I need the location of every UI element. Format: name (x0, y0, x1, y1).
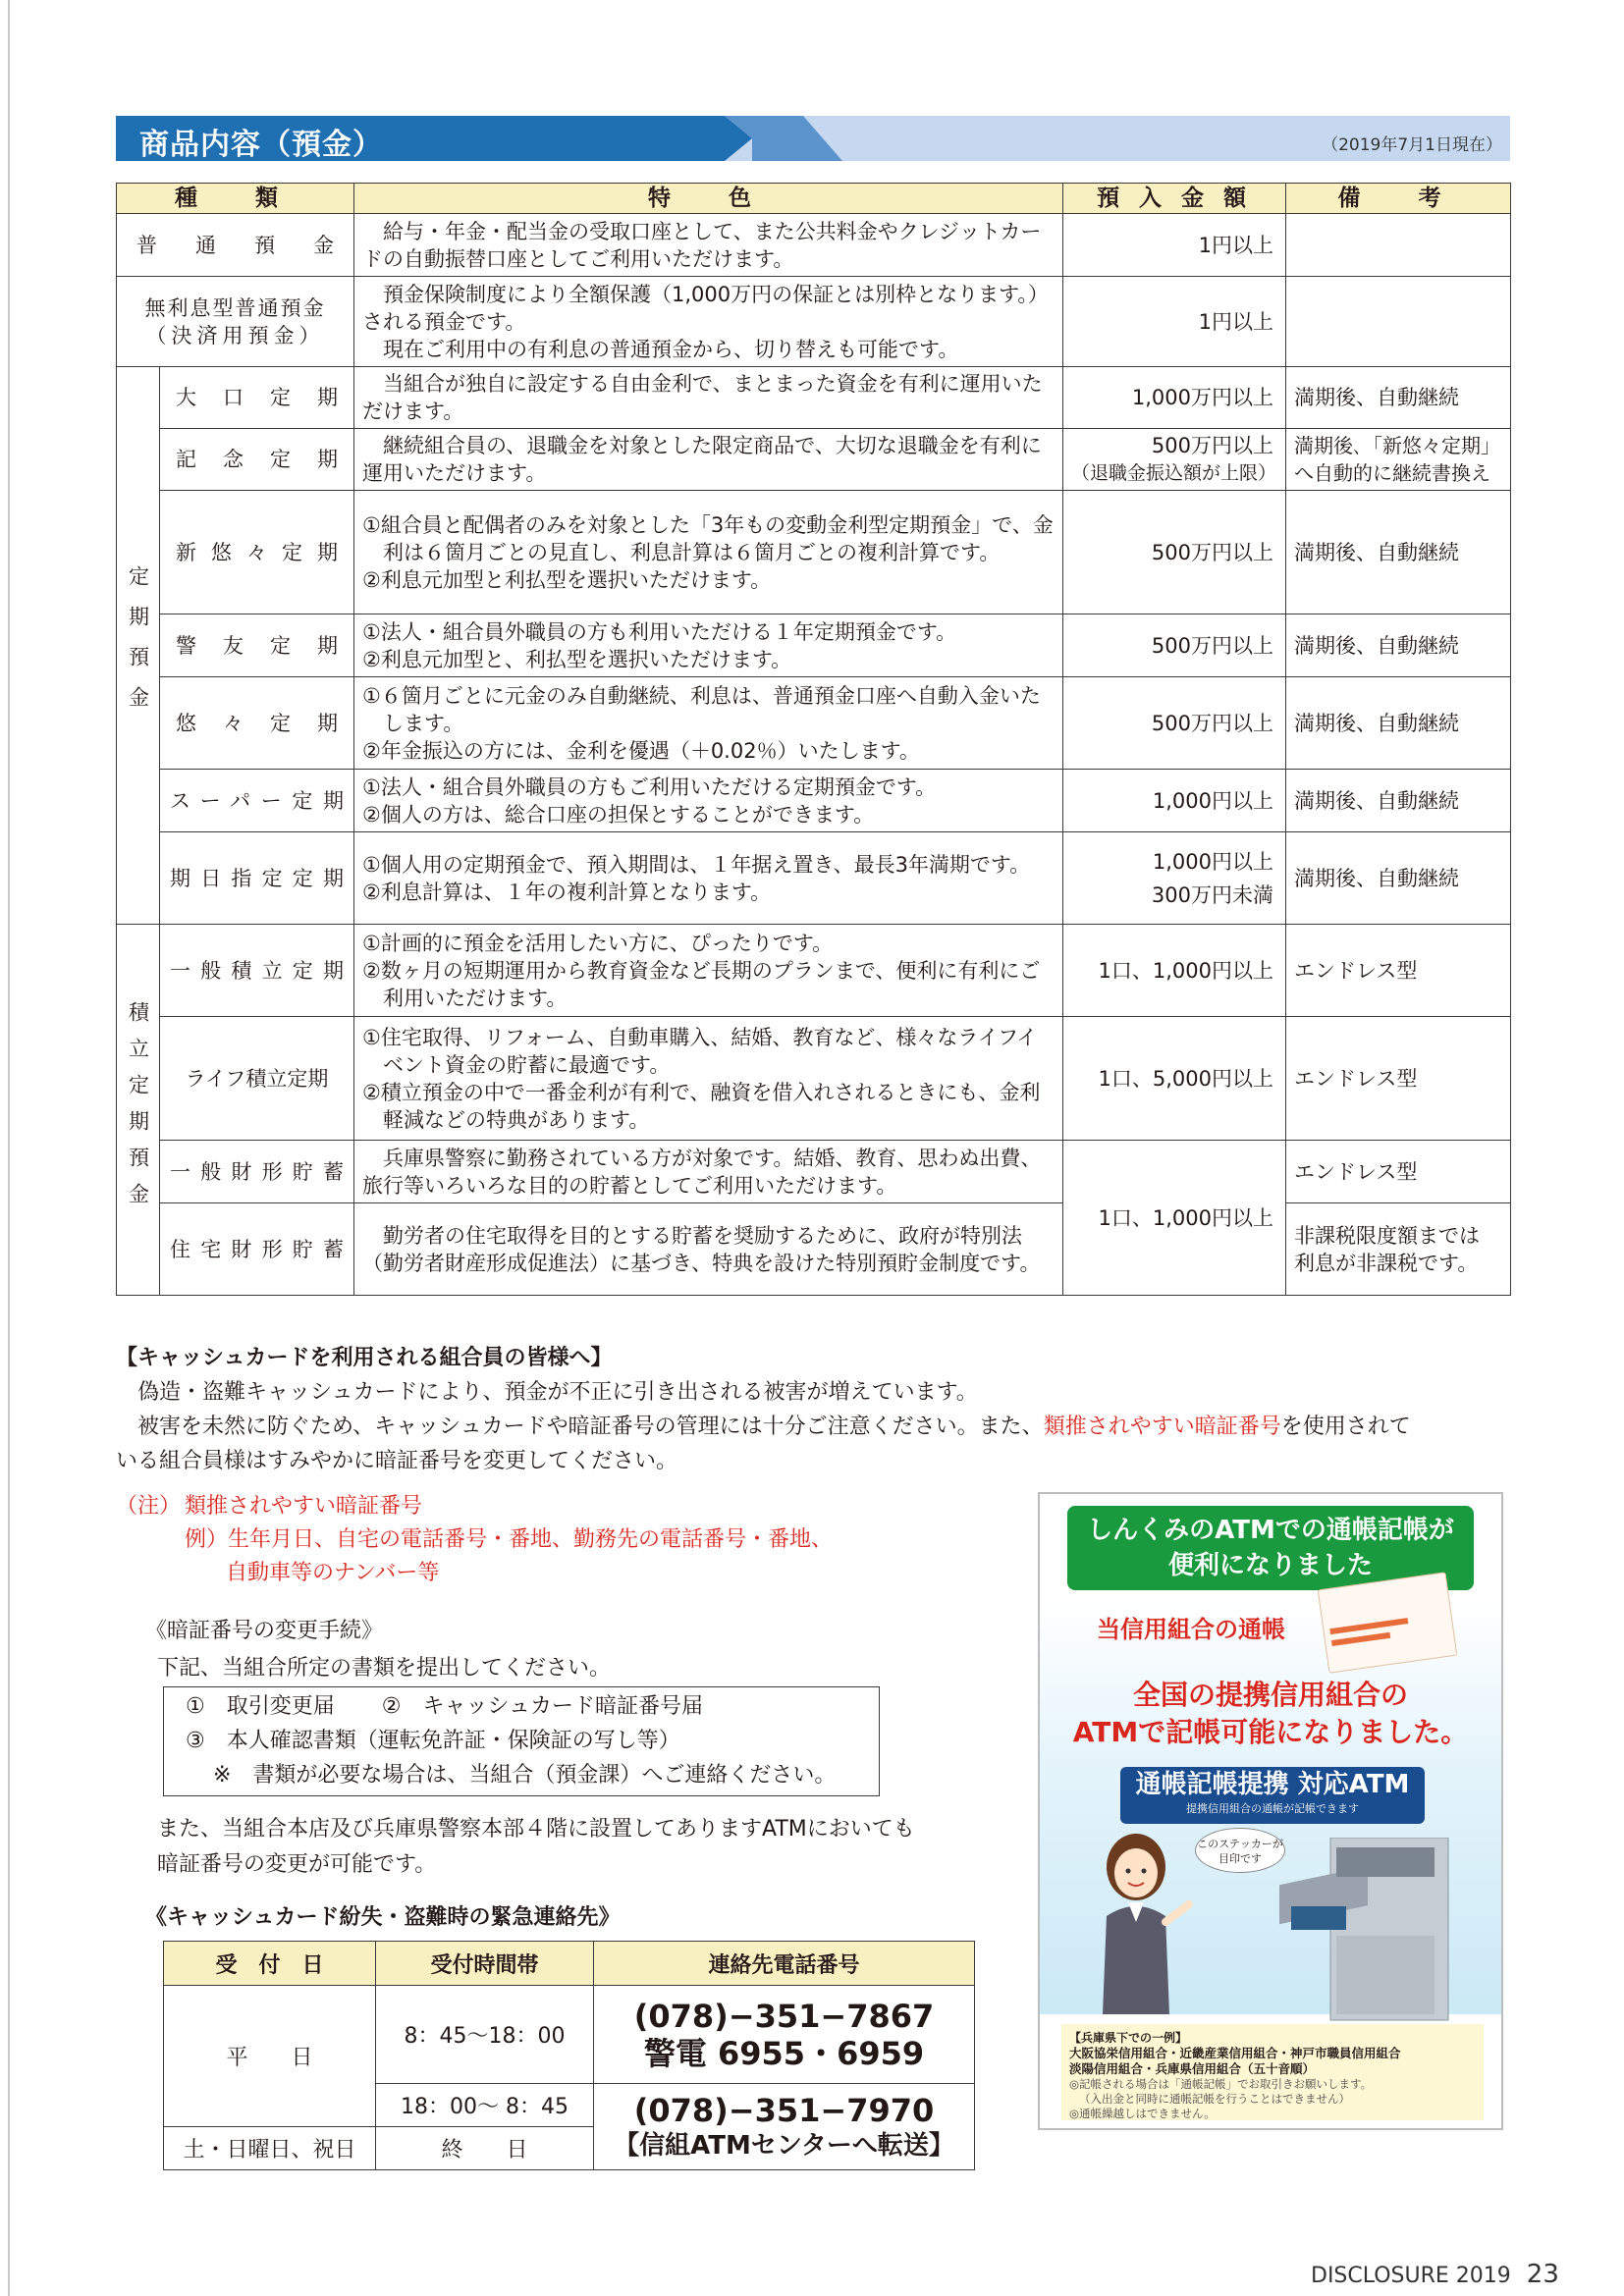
products-table (116, 183, 1511, 1296)
table-row (117, 367, 1511, 429)
notice-title: 【キャッシュカードを利用される組合員の皆様へ】 (116, 1346, 613, 1370)
product-amount: 1口、1,000円以上 (1063, 925, 1286, 1017)
note-label: （注） (116, 1494, 182, 1519)
table-row (117, 277, 1511, 367)
header-feature: 特 色 (354, 184, 1063, 214)
page-border (8, 0, 10, 2296)
product-note: エンドレス型 (1286, 925, 1511, 1017)
doc-item: ③ 本人確認書類（運転免許証・保険証の写し等） (186, 1729, 680, 1753)
notice-line: いる組合員様はすみやかに暗証番号を変更してください。 (116, 1449, 678, 1473)
group-fixed-deposit: 定期預金 (117, 367, 160, 925)
pin-note (116, 1490, 1000, 1590)
product-note: 満期後、自動継続 (1286, 614, 1511, 677)
atm-poster (1038, 1492, 1503, 2130)
product-note: 満期後、自動継続 (1286, 491, 1511, 614)
atm-pin-note: また、当組合本店及び兵庫県警察本部４階に設置してありますATMにおいても 暗証番号の変更が可能です。 (157, 1817, 915, 1877)
procedure-title: 《暗証番号の変更手続》 (145, 1619, 384, 1643)
header-day: 受 付 日 (164, 1942, 376, 1986)
header-time: 受付時間帯 (376, 1942, 594, 1986)
phone-number: (078)−351−7970 【信組ATMセンターへ転送】 (594, 2084, 975, 2170)
table-row (117, 832, 1511, 925)
notice-highlight: 類推されやすい暗証番号 (1043, 1415, 1281, 1439)
product-feature: 継続組合員の、退職金を対象とした限定商品で、大切な退職金を有利に運用いただけます。 (354, 429, 1063, 491)
atm-illustration (1272, 1838, 1468, 2024)
doc-item: ② キャッシュカード暗証番号届 (381, 1694, 704, 1719)
product-feature: ①法人・組合員外職員の方もご利用いただける定期預金です。 ②個人の方は、総合口座の担保とすることができます。 (354, 770, 1063, 832)
product-feature: 兵庫県警察に勤務されている方が対象です。結婚、教育、思わぬ出費、旅行等いろいろな目的の貯蓄としてご利用いただけます。 (354, 1141, 1063, 1203)
day-weekday: 平 日 (164, 1986, 376, 2127)
product-amount: 500万円以上 （退職金振込額が上限） (1063, 429, 1286, 491)
table-row (117, 677, 1511, 770)
product-feature: 勤労者の住宅取得を目的とする貯蓄を奨励するために、政府が特別法（勤労者財産形成促進法）に基づき、特典を設けた特別預貯金制度です。 (354, 1203, 1063, 1296)
product-name: 普通預金 (117, 214, 354, 277)
product-name: 期日指定定期 (160, 832, 354, 925)
product-feature: 預金保険制度により全額保護（1,000万円の保証とは別枠となります。）される預金です。 現在ご利用中の有利息の普通預金から、切り替えも可能です。 (354, 277, 1063, 367)
as-of-date: （2019年7月1日現在） (1322, 135, 1502, 155)
product-note: 満期後、自動継続 (1286, 367, 1511, 429)
phone-number: (078)−351−7867 警電 6955・6959 (594, 1986, 975, 2084)
notice-line: 被害を未然に防ぐため、キャッシュカードや暗証番号の管理には十分ご注意ください。また、類推されやすい暗証番号を使用されて (137, 1415, 1411, 1439)
product-amount: 1,000万円以上 (1063, 367, 1286, 429)
note-example: 例）生年月日、自宅の電話番号・番地、勤務先の電話番号・番地、 (185, 1527, 834, 1552)
time-range: 8：45〜18：00 (376, 1986, 594, 2084)
section-header (116, 116, 1510, 161)
product-feature: 当組合が独自に設定する自由金利で、まとまった資金を有利に運用いただけます。 (354, 367, 1063, 429)
header-phone: 連絡先電話番号 (594, 1942, 975, 1986)
notice-line: 偽造・盗難キャッシュカードにより、預金が不正に引き出される被害が増えています。 (137, 1380, 978, 1405)
footer-label: DISCLOSURE 2019 (1311, 2264, 1511, 2288)
product-amount: 500万円以上 (1063, 491, 1286, 614)
product-name: 無利息型普通預金 （決済用預金） (117, 277, 354, 367)
product-amount: 500万円以上 (1063, 614, 1286, 677)
product-name: ライフ積立定期 (160, 1017, 354, 1141)
header-amount: 預 入 金 額 (1063, 184, 1286, 214)
doc-item: ① 取引変更届 (186, 1694, 335, 1719)
product-note: 満期後、自動継続 (1286, 832, 1511, 925)
passbook-image (1318, 1572, 1458, 1674)
day-holiday: 土・日曜日、祝日 (164, 2127, 376, 2170)
header-note: 備 考 (1286, 184, 1511, 214)
product-feature: ①個人用の定期預金で、預入期間は、１年据え置き、最長3年満期です。 ②利息計算は、１年の複利計算となります。 (354, 832, 1063, 925)
group-installment-deposit: 積立定期預金 (117, 925, 160, 1296)
product-note: 満期後、自動継続 (1286, 677, 1511, 770)
emergency-table (163, 1941, 975, 2170)
table-row (117, 925, 1511, 1017)
product-amount: 1口、1,000円以上 (1063, 1141, 1286, 1296)
product-name: 悠々定期 (160, 677, 354, 770)
product-note: エンドレス型 (1286, 1017, 1511, 1141)
product-amount: 1円以上 (1063, 214, 1286, 277)
table-row (164, 1986, 975, 2084)
product-name: 住宅財形貯蓄 (160, 1203, 354, 1296)
poster-banner: しんくみのATMでの通帳記帳が 便利になりました (1067, 1506, 1474, 1590)
product-name: 警友定期 (160, 614, 354, 677)
product-feature: 給与・年金・配当金の受取口座として、また公共料金やクレジットカードの自動振替口座としてご利用いただけます。 (354, 214, 1063, 277)
product-name: 記念定期 (160, 429, 354, 491)
table-row (117, 491, 1511, 614)
product-feature: ①住宅取得、リフォーム、自動車購入、結婚、教育など、様々なライフイベント資金の貯蓄に最適です。 ②積立預金の中で一番金利が有利で、融資を借入れされるときにも、金利軽減などの特典があります。 (354, 1017, 1063, 1141)
product-note: 非課税限度額までは 利息が非課税です。 (1286, 1203, 1511, 1296)
product-feature: ①６箇月ごとに元金のみ自動継続、利息は、普通預金口座へ自動入金いたします。 ②年金振込の方には、金利を優遇（＋0.02％）いたします。 (354, 677, 1063, 770)
doc-note: ※ 書類が必要な場合は、当組合（預金課）へご連絡ください。 (213, 1763, 837, 1788)
cashcard-notice (116, 1341, 1510, 1478)
product-note (1286, 214, 1511, 277)
product-name: 大口定期 (160, 367, 354, 429)
poster-message: 全国の提携信用組合の ATMで記帳可能になりました。 (1072, 1679, 1469, 1748)
product-feature: ①計画的に預金を活用したい方に、ぴったりです。 ②数ヶ月の短期運用から教育資金など長期のプランまで、便利に有利にご利用いただけます。 (354, 925, 1063, 1017)
table-row (117, 770, 1511, 832)
product-note: 満期後､「新悠々定期」 へ自動的に継続書換え (1286, 429, 1511, 491)
product-name: スーパー定期 (160, 770, 354, 832)
procedure-subtitle: 下記、当組合所定の書類を提出してください。 (157, 1656, 612, 1681)
speech-bubble: このステッカーが目印です (1195, 1828, 1285, 1873)
note-example: 自動車等のナンバー等 (226, 1561, 440, 1585)
table-header-row (117, 184, 1511, 214)
time-allday: 終 日 (376, 2127, 594, 2170)
page-number: 23 (1526, 2260, 1559, 2289)
note-title: 類推されやすい暗証番号 (185, 1494, 423, 1519)
poster-footnote: 【兵庫県下での一例】 大阪協栄信用組合・近畿産業信用組合・神戸市職員信用組合 淡陽信用組合・兵庫県信用組合（五十音順） ◎記帳される場合は「通帳記帳」でお取引きお願いします。 （入出金と同時に通帳記帳を行うことはできません） ◎通帳繰越しはできません。 (1061, 2024, 1484, 2120)
product-name: 一般積立定期 (160, 925, 354, 1017)
table-row (117, 1141, 1511, 1203)
emergency-header-row (164, 1942, 975, 1986)
product-amount: 1円以上 (1063, 277, 1286, 367)
emergency-title: 《キャッシュカード紛失・盗難時の緊急連絡先》 (145, 1905, 621, 1930)
table-row (117, 214, 1511, 277)
product-amount: 500万円以上 (1063, 677, 1286, 770)
product-feature: ①組合員と配偶者のみを対象とした「3年もの変動金利型定期預金」で、金利は６箇月ごとの見直し、利息計算は６箇月ごとの複利計算です。 ②利息元加型と利払型を選択いただけます。 (354, 491, 1063, 614)
table-row (117, 614, 1511, 677)
table-row (117, 429, 1511, 491)
table-row (117, 1203, 1511, 1296)
page-footer (1311, 2260, 1559, 2289)
product-amount: 1,000円以上 300万円未満 (1063, 832, 1286, 925)
header-type: 種 類 (117, 184, 354, 214)
section-title: 商品内容（預金） (139, 128, 383, 162)
product-amount: 1,000円以上 (1063, 770, 1286, 832)
product-amount: 1口、5,000円以上 (1063, 1017, 1286, 1141)
product-name: 一般財形貯蓄 (160, 1141, 354, 1203)
table-row (117, 1017, 1511, 1141)
time-range: 18：00〜 8：45 (376, 2084, 594, 2127)
product-note: エンドレス型 (1286, 1141, 1511, 1203)
product-feature: ①法人・組合員外職員の方も利用いただける１年定期預金です。 ②利息元加型と、利払型を選択いただけます。 (354, 614, 1063, 677)
product-note (1286, 277, 1511, 367)
product-note: 満期後、自動継続 (1286, 770, 1511, 832)
staff-illustration (1079, 1828, 1197, 2024)
product-name: 新悠々定期 (160, 491, 354, 614)
atm-sticker: 通帳記帳提携 対応ATM 提携信用組合の通帳が記帳できます (1120, 1767, 1425, 1824)
poster-passbook-label: 当信用組合の通帳 (1097, 1616, 1285, 1643)
procedure-documents (163, 1686, 880, 1796)
